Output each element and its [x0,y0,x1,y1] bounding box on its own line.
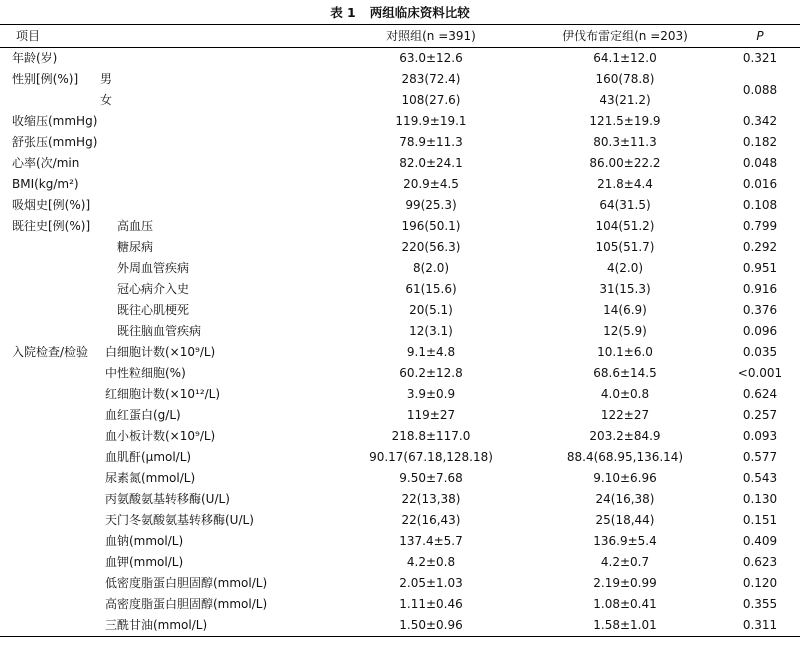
row-sublabel: 血肌酐(μmol/L) [105,450,192,464]
control-value: 218.8±117.0 [391,429,471,443]
control-value: 99(25.3) [405,198,457,212]
ivabradine-value: 86.00±22.2 [589,156,661,170]
header-ivabradine: 伊伐布雷定组(n =203) [562,28,688,43]
control-value: 78.9±11.3 [399,135,463,149]
table-row [0,132,800,153]
p-value: 0.292 [742,240,778,254]
table-row [0,363,800,384]
ivabradine-value: 68.6±14.5 [593,366,657,380]
row-label [0,69,332,90]
ivabradine-value: 10.1±6.0 [597,345,653,359]
row-sublabel: 血红蛋白(g/L) [105,408,181,422]
row-sublabel: 低密度脂蛋白胆固醇(mmol/L) [105,576,268,590]
ivabradine-value: 105(51.7) [595,240,655,254]
ivabradine-value: 12(5.9) [603,324,647,338]
p-value: 0.096 [742,324,778,338]
p-value: 0.093 [742,429,778,443]
table-row [0,489,800,510]
ivabradine-value: 1.08±0.41 [593,597,657,611]
table-row [0,552,800,573]
ivabradine-value: 21.8±4.4 [597,177,653,191]
p-value: 0.151 [742,513,778,527]
control-value: 9.50±7.68 [399,471,463,485]
row-sublabel: 高血压 [117,219,154,233]
p-value: 0.120 [742,576,778,590]
row-sublabel: 高密度脂蛋白胆固醇(mmol/L) [105,597,268,611]
control-value: 196(50.1) [401,219,461,233]
row-sublabel: 天门冬氨酸氨基转移酶(U/L) [105,513,254,527]
table-row [0,237,800,258]
table-row [0,258,800,279]
control-value: 22(16,43) [401,513,461,527]
control-value: 119±27 [406,408,456,422]
row-sublabel: 糖尿病 [117,240,154,254]
row-label [0,90,332,111]
row-group-label: 入院检查/检验 [12,345,89,359]
table-number: 表 1 [330,5,356,20]
ivabradine-value: 160(78.8) [595,72,655,86]
control-value: 1.11±0.46 [399,597,463,611]
control-value: 2.05±1.03 [399,576,463,590]
header-item: 项目 [16,28,41,43]
row-label [0,363,332,384]
row-label [0,552,332,573]
row-label [0,426,332,447]
ivabradine-value: 14(6.9) [603,303,647,317]
table-row [0,216,800,237]
ivabradine-value: 4.0±0.8 [600,387,650,401]
ivabradine-value: 104(51.2) [595,219,655,233]
ivabradine-value: 121.5±19.9 [589,114,661,128]
row-sublabel: 冠心病介入史 [117,282,190,296]
row-label [0,258,332,279]
table-row [0,447,800,468]
control-value: 12(3.1) [409,324,453,338]
table-title: 两组临床资料比较 [369,5,470,20]
row-label: 吸烟史[例(%)] [12,198,91,212]
row-label [0,531,332,552]
row-sublabel: 既往心肌梗死 [117,303,190,317]
p-value: 0.916 [742,282,778,296]
clinical-data-table [0,24,800,637]
p-value: 0.088 [742,82,778,97]
table-row [0,405,800,426]
row-sublabel: 红细胞计数(×10¹²/L) [105,387,221,401]
control-value: 63.0±12.6 [399,51,463,65]
table-row [0,573,800,594]
row-sublabel: 中性粒细胞(%) [105,366,186,380]
row-label [0,615,332,637]
p-value: 0.321 [742,51,778,65]
control-value: 9.1±4.8 [406,345,456,359]
row-label: 心率(次/min [12,156,80,170]
table-row [0,174,800,195]
ivabradine-value: 64.1±12.0 [593,51,657,65]
p-value: 0.182 [742,135,778,149]
row-label [0,279,332,300]
row-sublabel: 外周血管疾病 [117,261,190,275]
control-value: 22(13,38) [401,492,461,506]
table-row [0,342,800,363]
row-label: BMI(kg/m²) [12,177,79,191]
table-row [0,90,800,111]
row-label [0,510,332,531]
control-value: 1.50±0.96 [399,618,463,632]
control-value: 20(5.1) [409,303,453,317]
table-row [0,531,800,552]
table-row [0,69,800,90]
control-value: 60.2±12.8 [399,366,463,380]
p-value: 0.355 [742,597,778,611]
ivabradine-value: 203.2±84.9 [589,429,661,443]
row-label: 收缩压(mmHg) [12,114,98,128]
control-value: 90.17(67.18,128.18) [369,450,493,464]
table-row [0,300,800,321]
row-sublabel: 尿素氮(mmol/L) [105,471,196,485]
p-value: 0.577 [742,450,778,464]
control-value: 283(72.4) [401,72,461,86]
row-sublabel: 女 [100,93,113,107]
p-value: 0.311 [742,618,778,632]
table-row [0,195,800,216]
control-value: 119.9±19.1 [395,114,467,128]
control-value: 3.9±0.9 [406,387,456,401]
ivabradine-value: 31(15.3) [599,282,651,296]
p-value: 0.108 [742,198,778,212]
table-row [0,111,800,132]
header-p: P [756,28,764,43]
row-sublabel: 既往脑血管疾病 [117,324,202,338]
row-label [0,468,332,489]
ivabradine-value: 2.19±0.99 [593,576,657,590]
p-value: <0.001 [737,366,783,380]
p-value: 0.624 [742,387,778,401]
p-value: 0.951 [742,261,778,275]
control-value: 4.2±0.8 [406,555,456,569]
ivabradine-value: 64(31.5) [599,198,651,212]
ivabradine-value: 122±27 [600,408,650,422]
ivabradine-value: 43(21.2) [599,93,651,107]
control-value: 82.0±24.1 [399,156,463,170]
ivabradine-value: 25(18,44) [595,513,655,527]
p-value: 0.376 [742,303,778,317]
control-value: 20.9±4.5 [403,177,459,191]
row-sublabel: 白细胞计数(×10⁹/L) [105,345,216,359]
row-sublabel: 男 [100,72,113,86]
p-value: 0.130 [742,492,778,506]
control-value: 108(27.6) [401,93,461,107]
table-row [0,468,800,489]
p-value: 0.342 [742,114,778,128]
table-row [0,384,800,405]
p-value: 0.048 [742,156,778,170]
row-label [0,384,332,405]
ivabradine-value: 4(2.0) [606,261,644,275]
ivabradine-value: 1.58±1.01 [593,618,657,632]
table-row [0,48,800,70]
row-label [0,300,332,321]
row-label [0,594,332,615]
row-sublabel: 血钾(mmol/L) [105,555,184,569]
ivabradine-value: 9.10±6.96 [593,471,657,485]
table-row [0,279,800,300]
row-group-label: 既往史[例(%)] [12,219,91,233]
row-sublabel: 血钠(mmol/L) [105,534,184,548]
row-label: 舒张压(mmHg) [12,135,98,149]
row-label [0,405,332,426]
row-label [0,447,332,468]
p-value: 0.623 [742,555,778,569]
row-label [0,321,332,342]
row-sublabel: 血小板计数(×10⁹/L) [105,429,216,443]
row-sublabel: 丙氨酸氨基转移酶(U/L) [105,492,230,506]
row-label [0,237,332,258]
table-caption [0,0,800,24]
control-value: 8(2.0) [412,261,450,275]
table-row [0,594,800,615]
p-value: 0.799 [742,219,778,233]
control-value: 220(56.3) [401,240,461,254]
p-value: 0.035 [742,345,778,359]
row-label [0,573,332,594]
control-value: 61(15.6) [405,282,457,296]
p-value: 0.257 [742,408,778,422]
row-label: 年龄(岁) [12,51,58,65]
control-value: 137.4±5.7 [399,534,463,548]
row-label [0,489,332,510]
ivabradine-value: 88.4(68.95,136.14) [566,450,684,464]
row-sublabel: 三酰甘油(mmol/L) [105,618,208,632]
ivabradine-value: 4.2±0.7 [600,555,650,569]
row-label [0,342,332,363]
p-value: 0.543 [742,471,778,485]
table-row [0,615,800,637]
p-value: 0.016 [742,177,778,191]
ivabradine-value: 24(16,38) [595,492,655,506]
table-row [0,321,800,342]
table-row [0,510,800,531]
row-label [0,216,332,237]
ivabradine-value: 80.3±11.3 [593,135,657,149]
p-value: 0.409 [742,534,778,548]
header-control: 对照组(n =391) [386,28,476,43]
row-group-label: 性别[例(%)] [12,72,79,86]
table-row [0,153,800,174]
ivabradine-value: 136.9±5.4 [593,534,657,548]
table-header-row [0,25,800,48]
table-row [0,426,800,447]
